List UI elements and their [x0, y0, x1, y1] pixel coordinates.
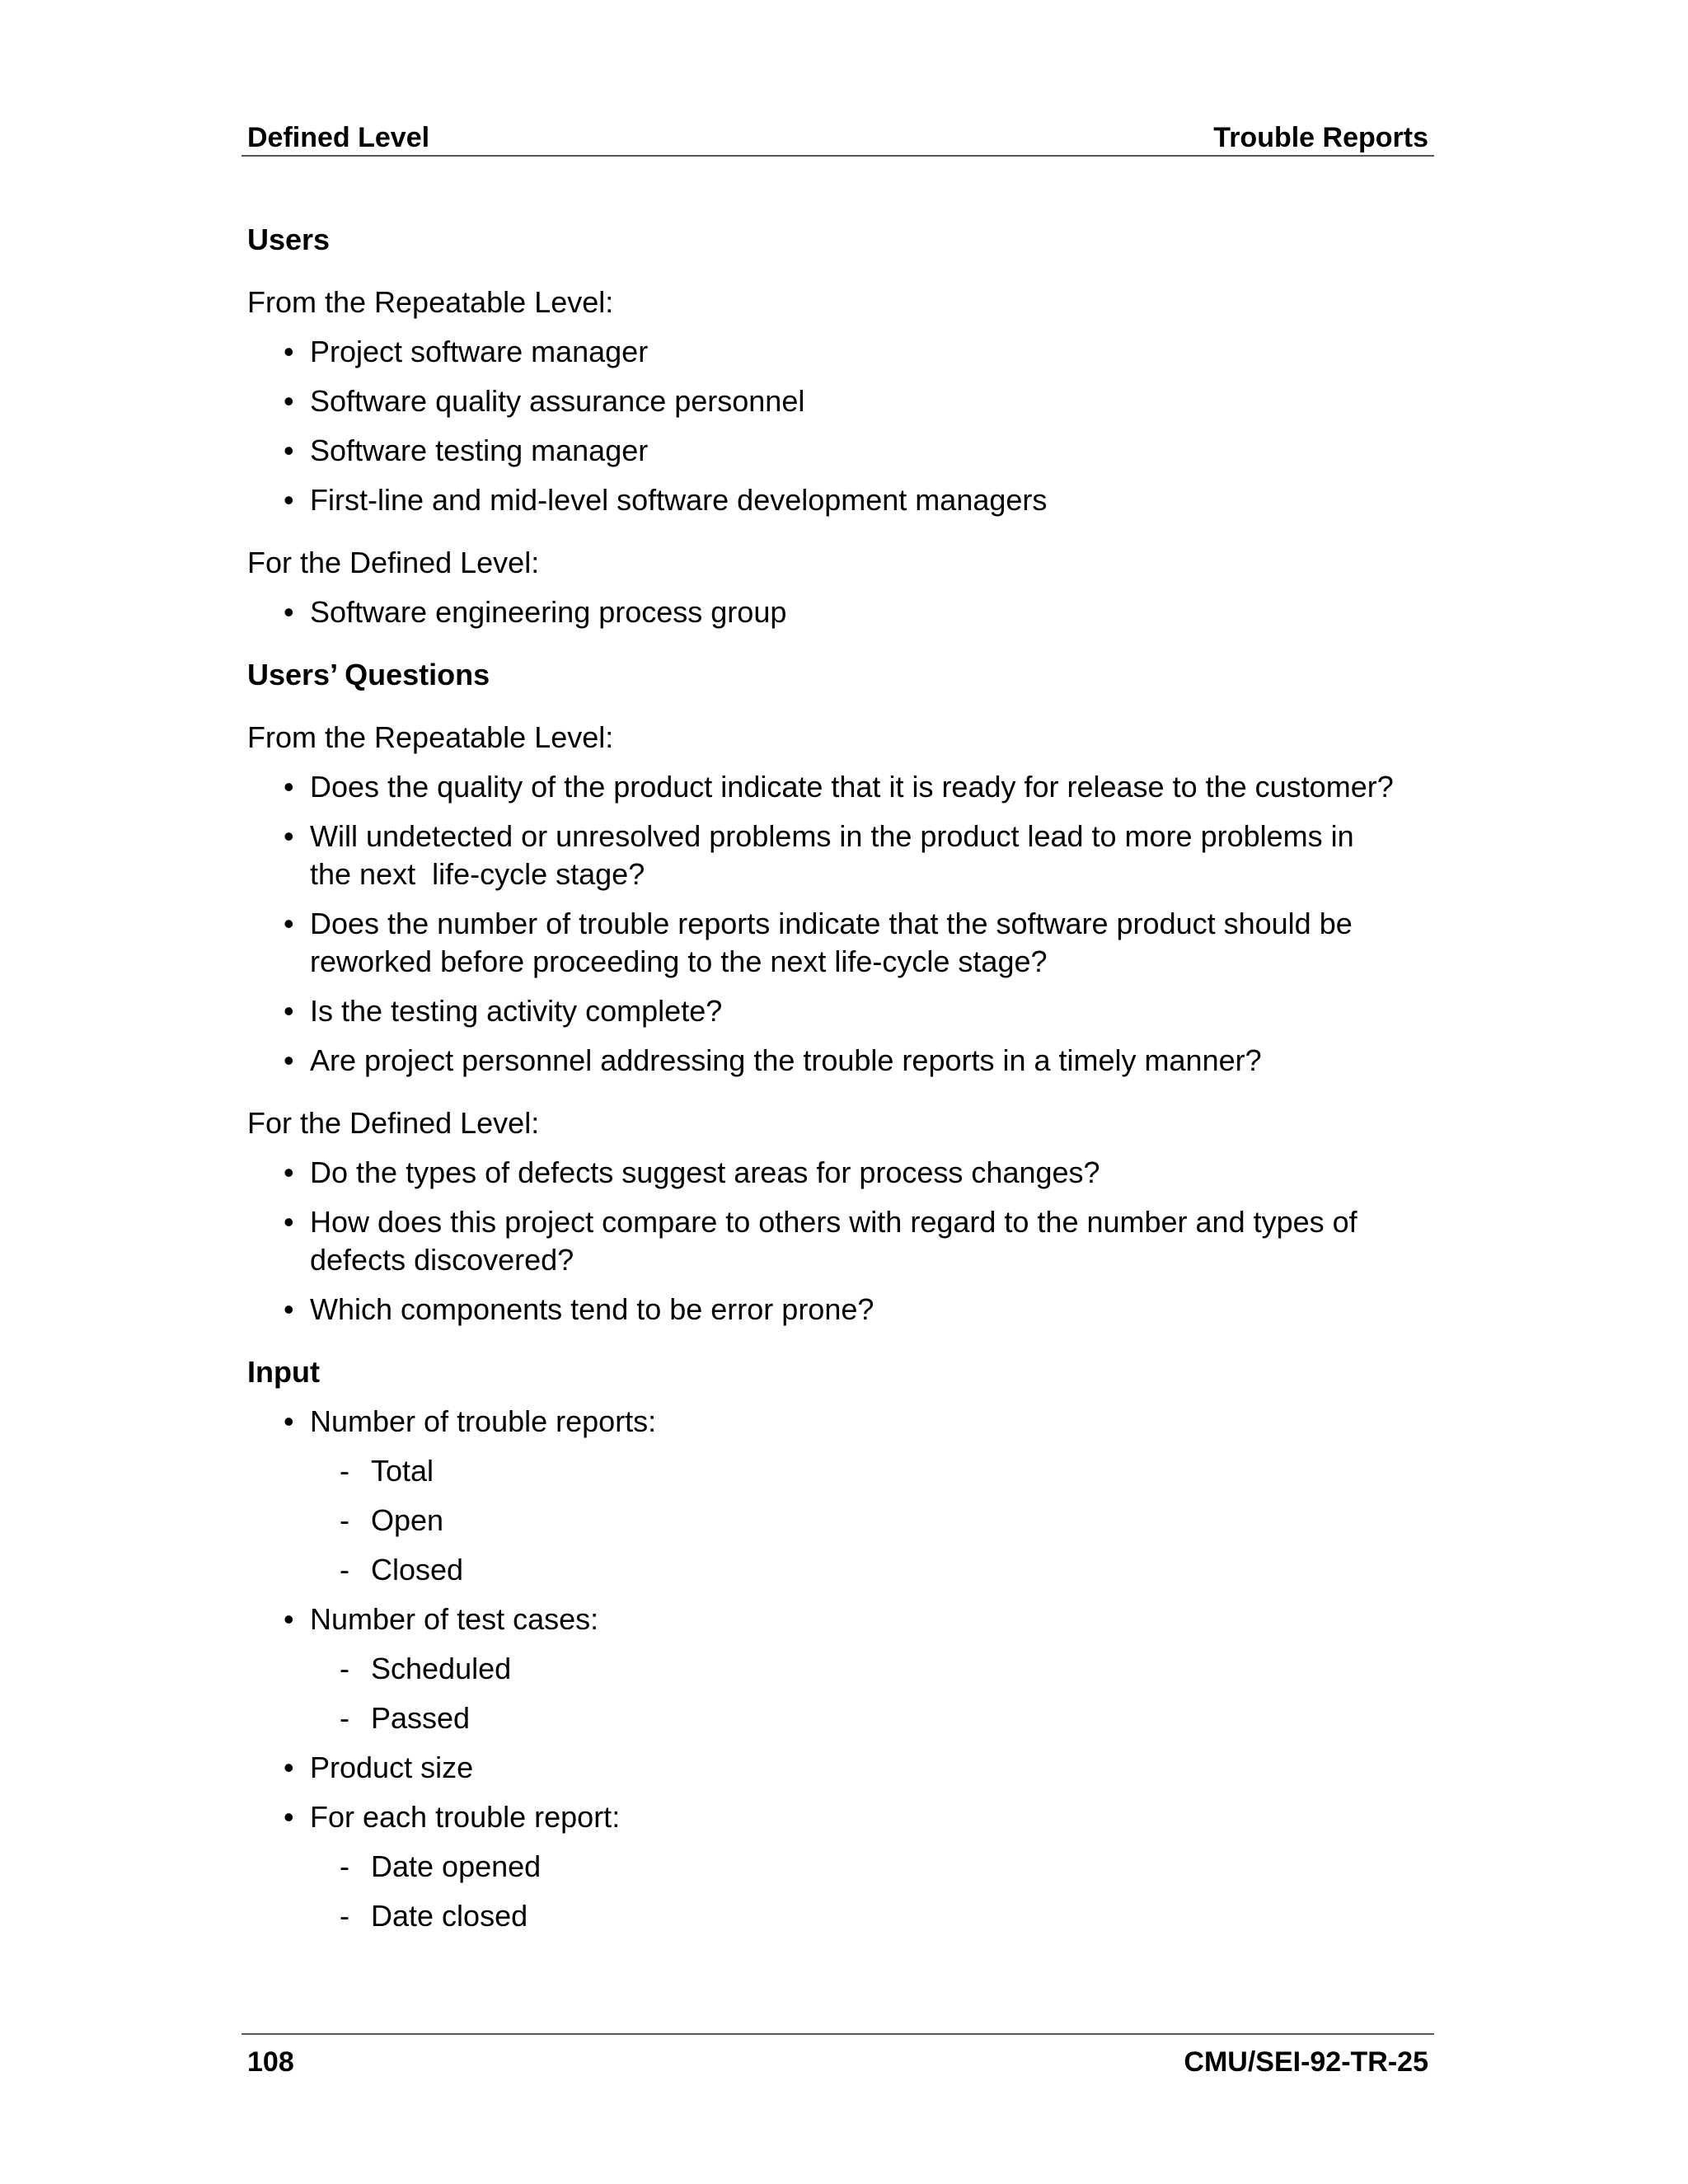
sub-list-item: - Total — [371, 1452, 1395, 1490]
list-item-label: Number of test cases: — [310, 1602, 599, 1636]
input-heading: Input — [247, 1355, 320, 1389]
list-item: • Does the number of trouble reports indicate that the software product should be reworked before proceeding to the next life-cycle stage? — [310, 905, 1395, 981]
list-item: • Project software manager — [310, 333, 1395, 371]
list-item: • Software engineering process group — [310, 593, 1395, 631]
list-item: • Which components tend to be error prone? — [310, 1291, 1395, 1329]
list-item: • How does this project compare to others with regard to the number and types of defects discovered? — [310, 1203, 1395, 1279]
sub-list-item: - Passed — [371, 1699, 1395, 1737]
list-item-label: Product size — [310, 1750, 474, 1784]
list-item: • Software testing manager — [310, 432, 1395, 470]
sub-list-item: - Date closed — [371, 1897, 1395, 1935]
list-item — [310, 1749, 1395, 1787]
list-item: • Does the quality of the product indicate that it is ready for release to the customer? — [310, 768, 1395, 806]
sub-list — [310, 1848, 1395, 1935]
users-repeatable-intro: From the Repeatable Level: — [247, 285, 614, 319]
sub-list — [310, 1650, 1395, 1737]
sub-list-item: - Scheduled — [371, 1650, 1395, 1688]
list-item: • Are project personnel addressing the trouble reports in a timely manner? — [310, 1042, 1395, 1080]
header-section-title: Defined Level — [247, 122, 430, 153]
list-item: • First-line and mid-level software development managers — [310, 481, 1395, 519]
questions-heading: Users’ Questions — [247, 658, 490, 691]
users-heading: Users — [247, 223, 331, 256]
list-item: • Software quality assurance personnel — [310, 382, 1395, 420]
list-item-label: For each trouble report: — [310, 1800, 621, 1834]
list-item — [310, 1601, 1395, 1737]
users-repeatable-list — [247, 333, 1395, 519]
header-chapter-title: Trouble Reports — [1213, 122, 1428, 153]
page-content — [247, 221, 1395, 1947]
page-number: 108 — [247, 2046, 294, 2078]
sub-list-item: - Date opened — [371, 1848, 1395, 1886]
users-defined-intro: For the Defined Level: — [247, 546, 540, 579]
sub-list-item: - Open — [371, 1502, 1395, 1540]
sub-list-item: - Closed — [371, 1551, 1395, 1589]
list-item — [310, 1798, 1395, 1935]
questions-repeatable-intro: From the Repeatable Level: — [247, 720, 614, 754]
questions-defined-intro: For the Defined Level: — [247, 1106, 540, 1140]
list-item — [310, 1403, 1395, 1589]
list-item: • Is the testing activity complete? — [310, 992, 1395, 1030]
questions-repeatable-list — [247, 768, 1395, 1080]
questions-defined-list — [247, 1154, 1395, 1329]
list-item-label: Number of trouble reports: — [310, 1404, 657, 1438]
page-footer — [241, 2033, 1434, 2076]
sub-list — [310, 1452, 1395, 1589]
list-item: • Do the types of defects suggest areas for process changes? — [310, 1154, 1395, 1192]
page-header — [241, 122, 1434, 157]
list-item: • Will undetected or unresolved problems in the product lead to more problems in the next life-cycle stage? — [310, 818, 1395, 893]
input-list — [247, 1403, 1395, 1935]
report-id: CMU/SEI-92-TR-25 — [1184, 2046, 1428, 2078]
users-defined-list — [247, 593, 1395, 631]
